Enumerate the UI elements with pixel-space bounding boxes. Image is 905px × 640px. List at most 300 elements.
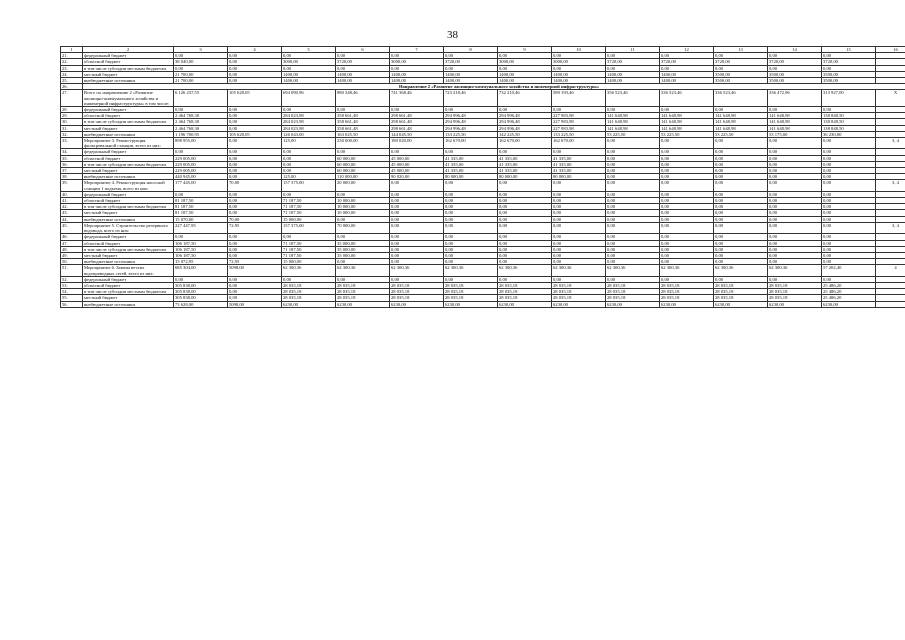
- amount-cell: 0,00: [660, 149, 714, 155]
- amount-cell: 141 648,98: [714, 113, 768, 119]
- amount-cell: 0,00: [822, 138, 876, 149]
- amount-cell: 35 000,00: [336, 240, 390, 246]
- amount-cell: 3500,00: [768, 78, 822, 84]
- amount-cell: 1400,00: [336, 71, 390, 77]
- amount-cell: 162 670,00: [552, 138, 606, 149]
- row-label: местный бюджет: [83, 71, 174, 77]
- amount-cell: 0,00: [606, 246, 660, 252]
- amount-cell: 0,00: [660, 240, 714, 246]
- row-label: Мероприятие 5. Строительство резервного водовода, всего из них:: [83, 222, 174, 233]
- amount-cell: 230 000,00: [336, 138, 390, 149]
- amount-cell: 0,00: [552, 210, 606, 216]
- amount-cell: 0,00: [822, 65, 876, 71]
- amount-cell: 53 175,00: [768, 131, 822, 137]
- amount-cell: 227 983,98: [552, 125, 606, 131]
- amount-cell: 1400,00: [444, 71, 498, 77]
- amount-cell: 0,00: [552, 204, 606, 210]
- amount-cell: 336 523,46: [660, 90, 714, 107]
- amount-cell: 294 996,48: [498, 125, 552, 131]
- section-title: Направление 2 «Развитие жилищно-коммунального хозяйства и инженерной инфраструктуры»: [83, 84, 905, 90]
- row-number: 35.: [61, 155, 83, 161]
- row-number: 52.: [61, 276, 83, 282]
- amount-cell: 0,00: [444, 246, 498, 252]
- amount-cell: 0,00: [498, 149, 552, 155]
- amount-cell: 0,00: [174, 191, 228, 197]
- amount-cell: 0,00: [606, 259, 660, 265]
- row-label: Мероприятие 6. Замена ветхих водопроводных сетей, всего из них:: [83, 265, 174, 276]
- amount-cell: 0,00: [336, 149, 390, 155]
- amount-cell: 284 023,98: [282, 113, 336, 119]
- column-number-cell: 10: [552, 47, 606, 53]
- amount-cell: 0,00: [660, 216, 714, 222]
- amount-cell: 0,00: [714, 259, 768, 265]
- row-number: 53.: [61, 282, 83, 288]
- amount-cell: 0,00: [498, 53, 552, 59]
- target-indicator-cell: 3, 4: [876, 222, 905, 233]
- amount-cell: 28 035,18: [768, 295, 822, 301]
- amount-cell: 28 035,18: [768, 289, 822, 295]
- amount-cell: 0,00: [606, 138, 660, 149]
- amount-cell: 6230,00: [498, 301, 552, 307]
- amount-cell: 0,00: [768, 246, 822, 252]
- column-number-cell: 6: [336, 47, 390, 53]
- row-number: 41.: [61, 198, 83, 204]
- amount-cell: 0,00: [498, 107, 552, 113]
- amount-cell: 0,00: [228, 149, 282, 155]
- amount-cell: 440 945,00: [174, 174, 228, 180]
- amount-cell: 106 187,50: [174, 252, 228, 258]
- row-label: областной бюджет: [83, 282, 174, 288]
- amount-cell: 28 035,18: [336, 295, 390, 301]
- amount-cell: 0,00: [552, 240, 606, 246]
- amount-cell: 0,00: [714, 222, 768, 233]
- amount-cell: 28 035,18: [606, 289, 660, 295]
- amount-cell: 71 187,50: [282, 246, 336, 252]
- amount-cell: 0,00: [444, 234, 498, 240]
- amount-cell: 0,00: [822, 222, 876, 233]
- amount-cell: 0,00: [444, 191, 498, 197]
- amount-cell: 0,00: [390, 222, 444, 233]
- amount-cell: 28 035,18: [552, 289, 606, 295]
- amount-cell: 0,00: [552, 252, 606, 258]
- amount-cell: 0,00: [606, 210, 660, 216]
- amount-cell: 38 040,00: [174, 59, 228, 65]
- amount-cell: 0,00: [228, 204, 282, 210]
- amount-cell: 41 335,00: [444, 155, 498, 161]
- amount-cell: 0,00: [228, 174, 282, 180]
- amount-cell: 0,00: [768, 234, 822, 240]
- amount-cell: 0,00: [228, 138, 282, 149]
- amount-cell: 0,00: [282, 168, 336, 174]
- amount-cell: 0,00: [822, 191, 876, 197]
- amount-cell: 0,00: [174, 65, 228, 71]
- amount-cell: 0,00: [768, 138, 822, 149]
- amount-cell: 3500,00: [822, 78, 876, 84]
- amount-cell: 80 000,00: [552, 174, 606, 180]
- amount-cell: 3000,00: [390, 59, 444, 65]
- amount-cell: 0,00: [660, 222, 714, 233]
- amount-cell: 0,00: [714, 240, 768, 246]
- amount-cell: 0,00: [768, 240, 822, 246]
- amount-cell: 25 486,20: [822, 295, 876, 301]
- amount-cell: 0,00: [822, 161, 876, 167]
- amount-cell: 28 035,18: [552, 295, 606, 301]
- amount-cell: 0,00: [822, 246, 876, 252]
- amount-cell: 125,00: [282, 174, 336, 180]
- amount-cell: 0,00: [336, 65, 390, 71]
- column-number-cell: 15: [822, 47, 876, 53]
- row-label: местный бюджет: [83, 295, 174, 301]
- row-number: 23.: [61, 65, 83, 71]
- amount-cell: 1400,00: [606, 71, 660, 77]
- amount-cell: 28 035,18: [714, 289, 768, 295]
- amount-cell: 0,00: [768, 222, 822, 233]
- amount-cell: 294 996,48: [444, 125, 498, 131]
- amount-cell: 28 035,18: [606, 282, 660, 288]
- row-number: 32.: [61, 131, 83, 137]
- amount-cell: 10 000,00: [336, 198, 390, 204]
- amount-cell: 284 023,98: [282, 119, 336, 125]
- amount-cell: 0,00: [822, 210, 876, 216]
- amount-cell: 0,00: [660, 107, 714, 113]
- row-number: 26.: [61, 84, 83, 90]
- table-row: [61, 180, 905, 191]
- amount-cell: 1400,00: [282, 71, 336, 77]
- amount-cell: 294 996,48: [444, 113, 498, 119]
- amount-cell: 0,00: [228, 155, 282, 161]
- amount-cell: 0,00: [498, 210, 552, 216]
- amount-cell: 28 035,18: [660, 295, 714, 301]
- amount-cell: 898 955,00: [174, 138, 228, 149]
- amount-cell: 0,00: [228, 246, 282, 252]
- row-number: 33.: [61, 138, 83, 149]
- amount-cell: 0,00: [660, 259, 714, 265]
- amount-cell: 0,00: [714, 168, 768, 174]
- amount-cell: 0,00: [660, 168, 714, 174]
- amount-cell: 0,00: [552, 191, 606, 197]
- amount-cell: 0,00: [714, 198, 768, 204]
- amount-cell: 0,00: [228, 240, 282, 246]
- amount-cell: 1400,00: [498, 78, 552, 84]
- amount-cell: 73 628,00: [174, 301, 228, 307]
- amount-cell: 0,00: [660, 204, 714, 210]
- amount-cell: 305 838,00: [174, 295, 228, 301]
- amount-cell: 3000,00: [498, 59, 552, 65]
- amount-cell: 0,00: [768, 161, 822, 167]
- row-label: федеральный бюджет: [83, 191, 174, 197]
- amount-cell: 0,00: [336, 216, 390, 222]
- amount-cell: 0,00: [768, 259, 822, 265]
- amount-cell: 0,00: [282, 161, 336, 167]
- row-label: в том числе субсидии местным бюджетам: [83, 65, 174, 71]
- amount-cell: 70 000,00: [336, 222, 390, 233]
- amount-cell: 0,00: [228, 168, 282, 174]
- amount-cell: 0,00: [822, 234, 876, 240]
- amount-cell: 0,00: [228, 53, 282, 59]
- table-body: [61, 47, 905, 308]
- amount-cell: 3720,00: [444, 59, 498, 65]
- amount-cell: 3720,00: [336, 59, 390, 65]
- amount-cell: 0,00: [390, 252, 444, 258]
- amount-cell: 10 000,00: [336, 210, 390, 216]
- amount-cell: 0,00: [282, 149, 336, 155]
- table-row: [61, 265, 905, 276]
- amount-cell: 0,00: [390, 246, 444, 252]
- table-row: [61, 90, 905, 107]
- amount-cell: 0,00: [822, 168, 876, 174]
- target-indicator-cell: 4: [876, 265, 905, 276]
- amount-cell: 0,00: [552, 216, 606, 222]
- amount-cell: 0,00: [714, 191, 768, 197]
- amount-cell: 0,00: [228, 252, 282, 258]
- amount-cell: 0,00: [606, 252, 660, 258]
- amount-cell: 3500,00: [714, 71, 768, 77]
- amount-cell: 0,00: [714, 53, 768, 59]
- amount-cell: 0,00: [228, 198, 282, 204]
- amount-cell: 0,00: [390, 259, 444, 265]
- amount-cell: 0,00: [444, 210, 498, 216]
- amount-cell: 0,00: [498, 204, 552, 210]
- amount-cell: 0,00: [822, 155, 876, 161]
- row-number: 22.: [61, 59, 83, 65]
- amount-cell: 28 035,18: [282, 289, 336, 295]
- amount-cell: 41 335,00: [498, 161, 552, 167]
- row-label: местный бюджет: [83, 168, 174, 174]
- amount-cell: 0,00: [228, 191, 282, 197]
- target-indicator-cell: 3, 4: [876, 180, 905, 191]
- amount-cell: 305 838,00: [174, 289, 228, 295]
- amount-cell: 53 225,50: [660, 131, 714, 137]
- amount-cell: 1400,00: [552, 78, 606, 84]
- amount-cell: 0,00: [714, 252, 768, 258]
- row-number: 40.: [61, 191, 83, 197]
- amount-cell: 5098,00: [228, 265, 282, 276]
- amount-cell: 0,00: [444, 222, 498, 233]
- amount-cell: 53 225,50: [714, 131, 768, 137]
- amount-cell: 0,00: [822, 149, 876, 155]
- amount-cell: 28 035,18: [336, 289, 390, 295]
- amount-cell: 0,00: [714, 216, 768, 222]
- amount-cell: 0,00: [660, 198, 714, 204]
- amount-cell: 28 035,18: [606, 295, 660, 301]
- amount-cell: 0,00: [714, 149, 768, 155]
- target-indicator-cell: [876, 301, 905, 307]
- amount-cell: 6230,00: [390, 301, 444, 307]
- amount-cell: 336 523,46: [714, 90, 768, 107]
- amount-cell: 41 335,00: [498, 168, 552, 174]
- row-label: местный бюджет: [83, 125, 174, 131]
- amount-cell: 0,00: [228, 276, 282, 282]
- amount-cell: 336 472,96: [768, 90, 822, 107]
- amount-cell: 1400,00: [660, 71, 714, 77]
- amount-cell: 60 000,00: [336, 155, 390, 161]
- amount-cell: 28 035,18: [444, 295, 498, 301]
- amount-cell: 0,00: [444, 107, 498, 113]
- amount-cell: 6 126 237,55: [174, 90, 228, 107]
- amount-cell: 62 300,36: [444, 265, 498, 276]
- amount-cell: 45 000,00: [390, 168, 444, 174]
- amount-cell: 106 187,50: [174, 246, 228, 252]
- amount-cell: 53 225,50: [606, 131, 660, 137]
- amount-cell: 0,00: [606, 240, 660, 246]
- amount-cell: 0,00: [822, 53, 876, 59]
- amount-cell: 0,00: [444, 252, 498, 258]
- amount-cell: 0,00: [822, 198, 876, 204]
- amount-cell: 229 005,00: [174, 161, 228, 167]
- amount-cell: 41 335,00: [444, 161, 498, 167]
- amount-cell: 880 348,46: [336, 90, 390, 107]
- amount-cell: 3720,00: [768, 59, 822, 65]
- row-label: областной бюджет: [83, 155, 174, 161]
- amount-cell: 0,00: [660, 161, 714, 167]
- amount-cell: 6230,00: [714, 301, 768, 307]
- amount-cell: 0,00: [714, 246, 768, 252]
- amount-cell: 6230,00: [282, 301, 336, 307]
- amount-cell: 0,00: [660, 276, 714, 282]
- amount-cell: 62 300,36: [336, 265, 390, 276]
- amount-cell: 229 005,00: [174, 168, 228, 174]
- amount-cell: 62 300,36: [282, 265, 336, 276]
- amount-cell: 0,00: [498, 65, 552, 71]
- column-number-cell: 7: [390, 47, 444, 53]
- column-number-cell: 8: [444, 47, 498, 53]
- amount-cell: 294 996,48: [444, 119, 498, 125]
- row-number: 34.: [61, 149, 83, 155]
- amount-cell: 141 648,98: [714, 119, 768, 125]
- row-label: областной бюджет: [83, 240, 174, 246]
- row-label: областной бюджет: [83, 198, 174, 204]
- amount-cell: 71 187,50: [282, 240, 336, 246]
- amount-cell: 732 210,46: [498, 90, 552, 107]
- amount-cell: 25 486,20: [822, 289, 876, 295]
- row-number: 51.: [61, 265, 83, 276]
- amount-cell: 3720,00: [714, 59, 768, 65]
- amount-cell: 1400,00: [390, 78, 444, 84]
- amount-cell: 0,00: [390, 149, 444, 155]
- amount-cell: 0,00: [660, 210, 714, 216]
- amount-cell: 28 035,18: [660, 289, 714, 295]
- amount-cell: 0,00: [444, 180, 498, 191]
- amount-cell: 0,00: [228, 119, 282, 125]
- amount-cell: 0,00: [714, 161, 768, 167]
- amount-cell: 15 000,00: [282, 259, 336, 265]
- amount-cell: 0,00: [444, 149, 498, 155]
- amount-cell: 0,00: [822, 259, 876, 265]
- amount-cell: 0,00: [444, 53, 498, 59]
- amount-cell: 0,00: [552, 234, 606, 240]
- amount-cell: 723 218,46: [444, 90, 498, 107]
- amount-cell: 62 300,36: [498, 265, 552, 276]
- amount-cell: 0,00: [390, 191, 444, 197]
- amount-cell: 62 300,36: [390, 265, 444, 276]
- amount-cell: 294 996,48: [498, 119, 552, 125]
- amount-cell: 0,00: [552, 259, 606, 265]
- amount-cell: 41 335,00: [444, 168, 498, 174]
- amount-cell: 0,00: [660, 180, 714, 191]
- amount-cell: 0,00: [498, 198, 552, 204]
- amount-cell: 0,00: [768, 180, 822, 191]
- amount-cell: 0,00: [822, 204, 876, 210]
- amount-cell: 358 661,48: [336, 125, 390, 131]
- amount-cell: 0,00: [444, 198, 498, 204]
- amount-cell: 0,00: [174, 53, 228, 59]
- row-label: местный бюджет: [83, 252, 174, 258]
- amount-cell: 0,00: [498, 276, 552, 282]
- amount-cell: 28 035,18: [444, 282, 498, 288]
- amount-cell: 15 072,95: [174, 259, 228, 265]
- amount-cell: 6230,00: [552, 301, 606, 307]
- column-number-cell: 9: [498, 47, 552, 53]
- amount-cell: 25 486,20: [822, 282, 876, 288]
- amount-cell: 71 187,50: [282, 210, 336, 216]
- amount-cell: 0,00: [660, 174, 714, 180]
- amount-cell: 0,00: [552, 198, 606, 204]
- amount-cell: 0,00: [606, 65, 660, 71]
- amount-cell: 28 035,18: [282, 282, 336, 288]
- amount-cell: 157 375,00: [282, 222, 336, 233]
- amount-cell: 6230,00: [768, 301, 822, 307]
- amount-cell: 36 230,00: [822, 131, 876, 137]
- amount-cell: 41 335,00: [552, 168, 606, 174]
- amount-cell: 28 035,18: [390, 289, 444, 295]
- row-label: в том числе субсидии местным бюджетам: [83, 161, 174, 167]
- amount-cell: 0,00: [336, 107, 390, 113]
- amount-cell: 0,00: [282, 107, 336, 113]
- amount-cell: 71 187,50: [282, 252, 336, 258]
- amount-cell: 0,00: [714, 276, 768, 282]
- row-number: 21.: [61, 53, 83, 59]
- amount-cell: 72,95: [228, 259, 282, 265]
- amount-cell: 0,00: [606, 204, 660, 210]
- amount-cell: 0,00: [498, 259, 552, 265]
- amount-cell: 0,00: [174, 107, 228, 113]
- amount-cell: 0,00: [822, 180, 876, 191]
- amount-cell: 0,00: [768, 216, 822, 222]
- amount-cell: 0,00: [606, 174, 660, 180]
- amount-cell: 0,00: [552, 222, 606, 233]
- row-number: 24.: [61, 71, 83, 77]
- row-label: внебюджетные источники: [83, 216, 174, 222]
- column-number-cell: 3: [174, 47, 228, 53]
- amount-cell: 0,00: [606, 276, 660, 282]
- amount-cell: 0,00: [822, 174, 876, 180]
- amount-cell: 685 304,00: [174, 265, 228, 276]
- row-label: областной бюджет: [83, 59, 174, 65]
- amount-cell: 0,00: [336, 53, 390, 59]
- row-label: Всего по направлению 2 «Развитие жилищно-коммунального хозяйства и инженерной инфраструктуры» в том числе:: [83, 90, 174, 107]
- amount-cell: 1400,00: [390, 71, 444, 77]
- amount-cell: 0,00: [768, 168, 822, 174]
- amount-cell: 0,00: [552, 65, 606, 71]
- amount-cell: 0,00: [606, 222, 660, 233]
- amount-cell: 138 848,50: [822, 119, 876, 125]
- amount-cell: 0,00: [390, 216, 444, 222]
- column-number-cell: 13: [714, 47, 768, 53]
- amount-cell: 0,00: [282, 65, 336, 71]
- column-number-cell: 12: [660, 47, 714, 53]
- amount-cell: 177 445,00: [174, 180, 228, 191]
- amount-cell: 138 848,50: [822, 125, 876, 131]
- amount-cell: 358 661,48: [336, 113, 390, 119]
- amount-cell: 3500,00: [768, 71, 822, 77]
- amount-cell: 227 983,98: [552, 119, 606, 125]
- amount-cell: 28 035,18: [552, 282, 606, 288]
- amount-cell: 0,00: [228, 78, 282, 84]
- column-number-cell: 2: [83, 47, 174, 53]
- amount-cell: 3000,00: [282, 59, 336, 65]
- amount-cell: 0,00: [390, 210, 444, 216]
- amount-cell: 0,00: [660, 138, 714, 149]
